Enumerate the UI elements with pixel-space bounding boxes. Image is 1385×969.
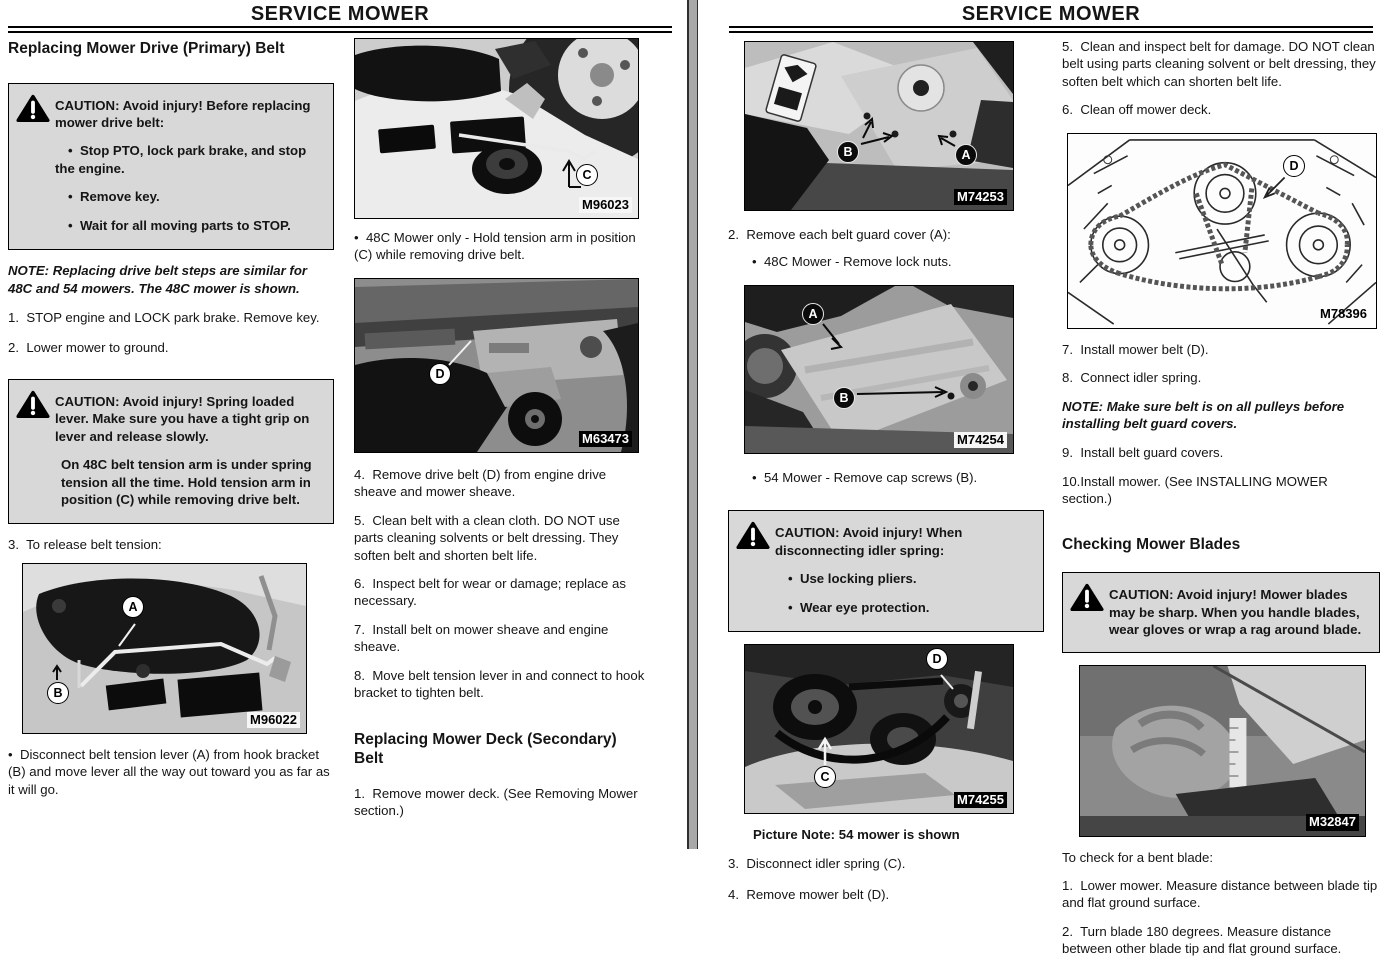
step-7: 7. Install mower belt (D).	[1062, 341, 1209, 357]
step-4: 4. Remove mower belt (D).	[728, 886, 890, 902]
step-6: 6. Clean off mower deck.	[1062, 102, 1212, 118]
note-drive-belt-models: NOTE: Replacing drive belt steps are similar for 48C and 54 mowers. The 48C mower is shown.	[8, 263, 308, 296]
figure-code: M78396	[1320, 306, 1367, 322]
step-9: 9. Install belt guard covers.	[1062, 445, 1224, 461]
callout-label-d: D	[1283, 155, 1305, 177]
callout-label-b: B	[837, 141, 859, 163]
figure-photo-m96022	[22, 563, 307, 734]
note-belt-pulleys: NOTE: Make sure belt is on all pulleys before installing belt guard covers.	[1062, 398, 1345, 431]
caution-bullet: • Remove key.	[55, 188, 323, 205]
step-5: 5. Clean belt with a clean cloth. DO NOT use parts cleaning solvents or belt dressing. They soften belt and shorten belt life.	[354, 512, 620, 563]
left-page-column-1	[8, 38, 334, 809]
caution-title: CAUTION: Avoid injury! Mower blades may be sharp. When you handle blades, wear gloves or wrap a rag around blade.	[1109, 587, 1362, 638]
bullet-48c-only: • 48C Mower only - Hold tension arm in position (C) while removing drive belt.	[354, 229, 646, 264]
section-heading-checking-blades: Checking Mower Blades	[1062, 535, 1241, 553]
caution-bullet: • Stop PTO, lock park brake, and stop the engine.	[55, 142, 323, 177]
figure-code: M96023	[579, 197, 632, 213]
warning-triangle-icon	[16, 390, 50, 420]
step-8: 8. Connect idler spring.	[1062, 370, 1202, 386]
caution-bullet: • Use locking pliers.	[775, 570, 1033, 587]
figure-code: M74255	[954, 792, 1007, 808]
bent-step-2: 2. Turn blade 180 degrees. Measure distance between other blade tip and flat ground surface.	[1062, 923, 1342, 957]
step-3: 3. Disconnect idler spring (C).	[728, 856, 906, 872]
caution-title: CAUTION: Avoid injury! Spring loaded lever. Make sure you have a tight grip on lever and release slowly.	[55, 393, 310, 444]
callout-label-c: C	[576, 164, 598, 186]
callout-label-b: B	[47, 682, 69, 704]
section-heading-secondary-belt: Replacing Mower Deck (Secondary) Belt	[354, 731, 617, 768]
figure-diagram-m78396	[1067, 133, 1377, 329]
secondary-step-1: 1. Remove mower deck. (See Removing Mower section.)	[354, 785, 638, 819]
callout-label-d: D	[429, 363, 451, 385]
figure-code: M74253	[954, 189, 1007, 205]
header-rule	[8, 26, 672, 33]
caution-box-sharp-blades	[1062, 572, 1380, 652]
figure-code: M32847	[1306, 814, 1359, 830]
picture-note: Picture Note: 54 mower is shown	[753, 826, 960, 842]
caution-title: CAUTION: Avoid injury! Before replacing mower drive belt:	[55, 97, 311, 131]
caution-box-before-replacing	[8, 83, 334, 251]
caution-title: CAUTION: Avoid injury! When disconnecting idler spring:	[775, 525, 963, 558]
figure-code: M96022	[247, 712, 300, 728]
callout-label-b: B	[833, 387, 855, 409]
callout-label-a: A	[802, 303, 824, 325]
callout-label-a: A	[122, 596, 144, 618]
figure-photo-m74253	[744, 41, 1014, 211]
page-title: SERVICE MOWER	[961, 3, 1141, 25]
bent-step-1: 1. Lower mower. Measure distance between blade tip and flat ground surface.	[1062, 877, 1378, 911]
step-3: 3. To release belt tension:	[8, 537, 162, 553]
step-6: 6. Inspect belt for wear or damage; replace as necessary.	[354, 575, 626, 609]
callout-label-d: D	[926, 648, 948, 670]
step-4: 4. Remove drive belt (D) from engine drive sheave and mower sheave.	[354, 466, 607, 500]
caution-box-spring-lever	[8, 379, 334, 525]
figure-photo-m63473	[354, 278, 639, 453]
left-page-column-2	[354, 38, 646, 831]
caution-bullet: • Wait for all moving parts to STOP.	[55, 217, 323, 234]
step-5: 5. Clean and inspect belt for damage. DO NOT clean belt using parts cleaning solvent or belt dressing, they soften belt which can shorten belt life.	[1062, 39, 1376, 89]
figure-photo-m32847	[1079, 665, 1366, 837]
callout-label-a: A	[955, 144, 977, 166]
step-2: 2. Remove each belt guard cover (A):	[728, 227, 951, 242]
header-rule	[729, 26, 1373, 33]
caution-box-idler-spring	[728, 510, 1044, 632]
page-gutter	[687, 0, 698, 849]
warning-triangle-icon	[16, 94, 50, 124]
caution-bullet: • Wear eye protection.	[775, 599, 1033, 616]
warning-triangle-icon	[1070, 583, 1104, 613]
step-2: 2. Lower mower to ground.	[8, 340, 169, 356]
manual-page-left	[0, 0, 687, 849]
figure-code: M63473	[579, 431, 632, 447]
caution-paragraph: On 48C belt tension arm is under spring tension all the time. Hold tension arm in position (C) while removing drive belt.	[61, 457, 312, 507]
callout-label-c: C	[814, 766, 836, 788]
figure-photo-m96023	[354, 38, 639, 219]
figure-photo-m74255	[744, 644, 1014, 814]
step-10: 10.Install mower. (See INSTALLING MOWER section.)	[1062, 473, 1328, 507]
bent-blade-intro: To check for a bent blade:	[1062, 849, 1214, 865]
figure-photo-m74254	[744, 285, 1014, 454]
bullet-54-cap-screws: • 54 Mower - Remove cap screws (B).	[728, 469, 1044, 486]
right-page-column-2	[1062, 38, 1380, 969]
step-7: 7. Install belt on mower sheave and engine sheave.	[354, 621, 609, 655]
figure-code: M74254	[954, 432, 1007, 448]
section-heading-primary-belt: Replacing Mower Drive (Primary) Belt	[8, 40, 285, 57]
warning-triangle-icon	[736, 521, 770, 551]
step-1: 1. STOP engine and LOCK park brake. Remove key.	[8, 309, 320, 325]
bullet-48c-lock-nuts: • 48C Mower - Remove lock nuts.	[728, 253, 1044, 270]
right-page-column-1	[728, 38, 1044, 914]
page-title: SERVICE MOWER	[250, 3, 430, 25]
bullet-disconnect-lever: • Disconnect belt tension lever (A) from hook bracket (B) and move lever all the way out toward you as far as it will go.	[8, 746, 334, 798]
step-8: 8. Move belt tension lever in and connect to hook bracket to tighten belt.	[354, 667, 645, 701]
manual-page-right	[698, 0, 1385, 957]
